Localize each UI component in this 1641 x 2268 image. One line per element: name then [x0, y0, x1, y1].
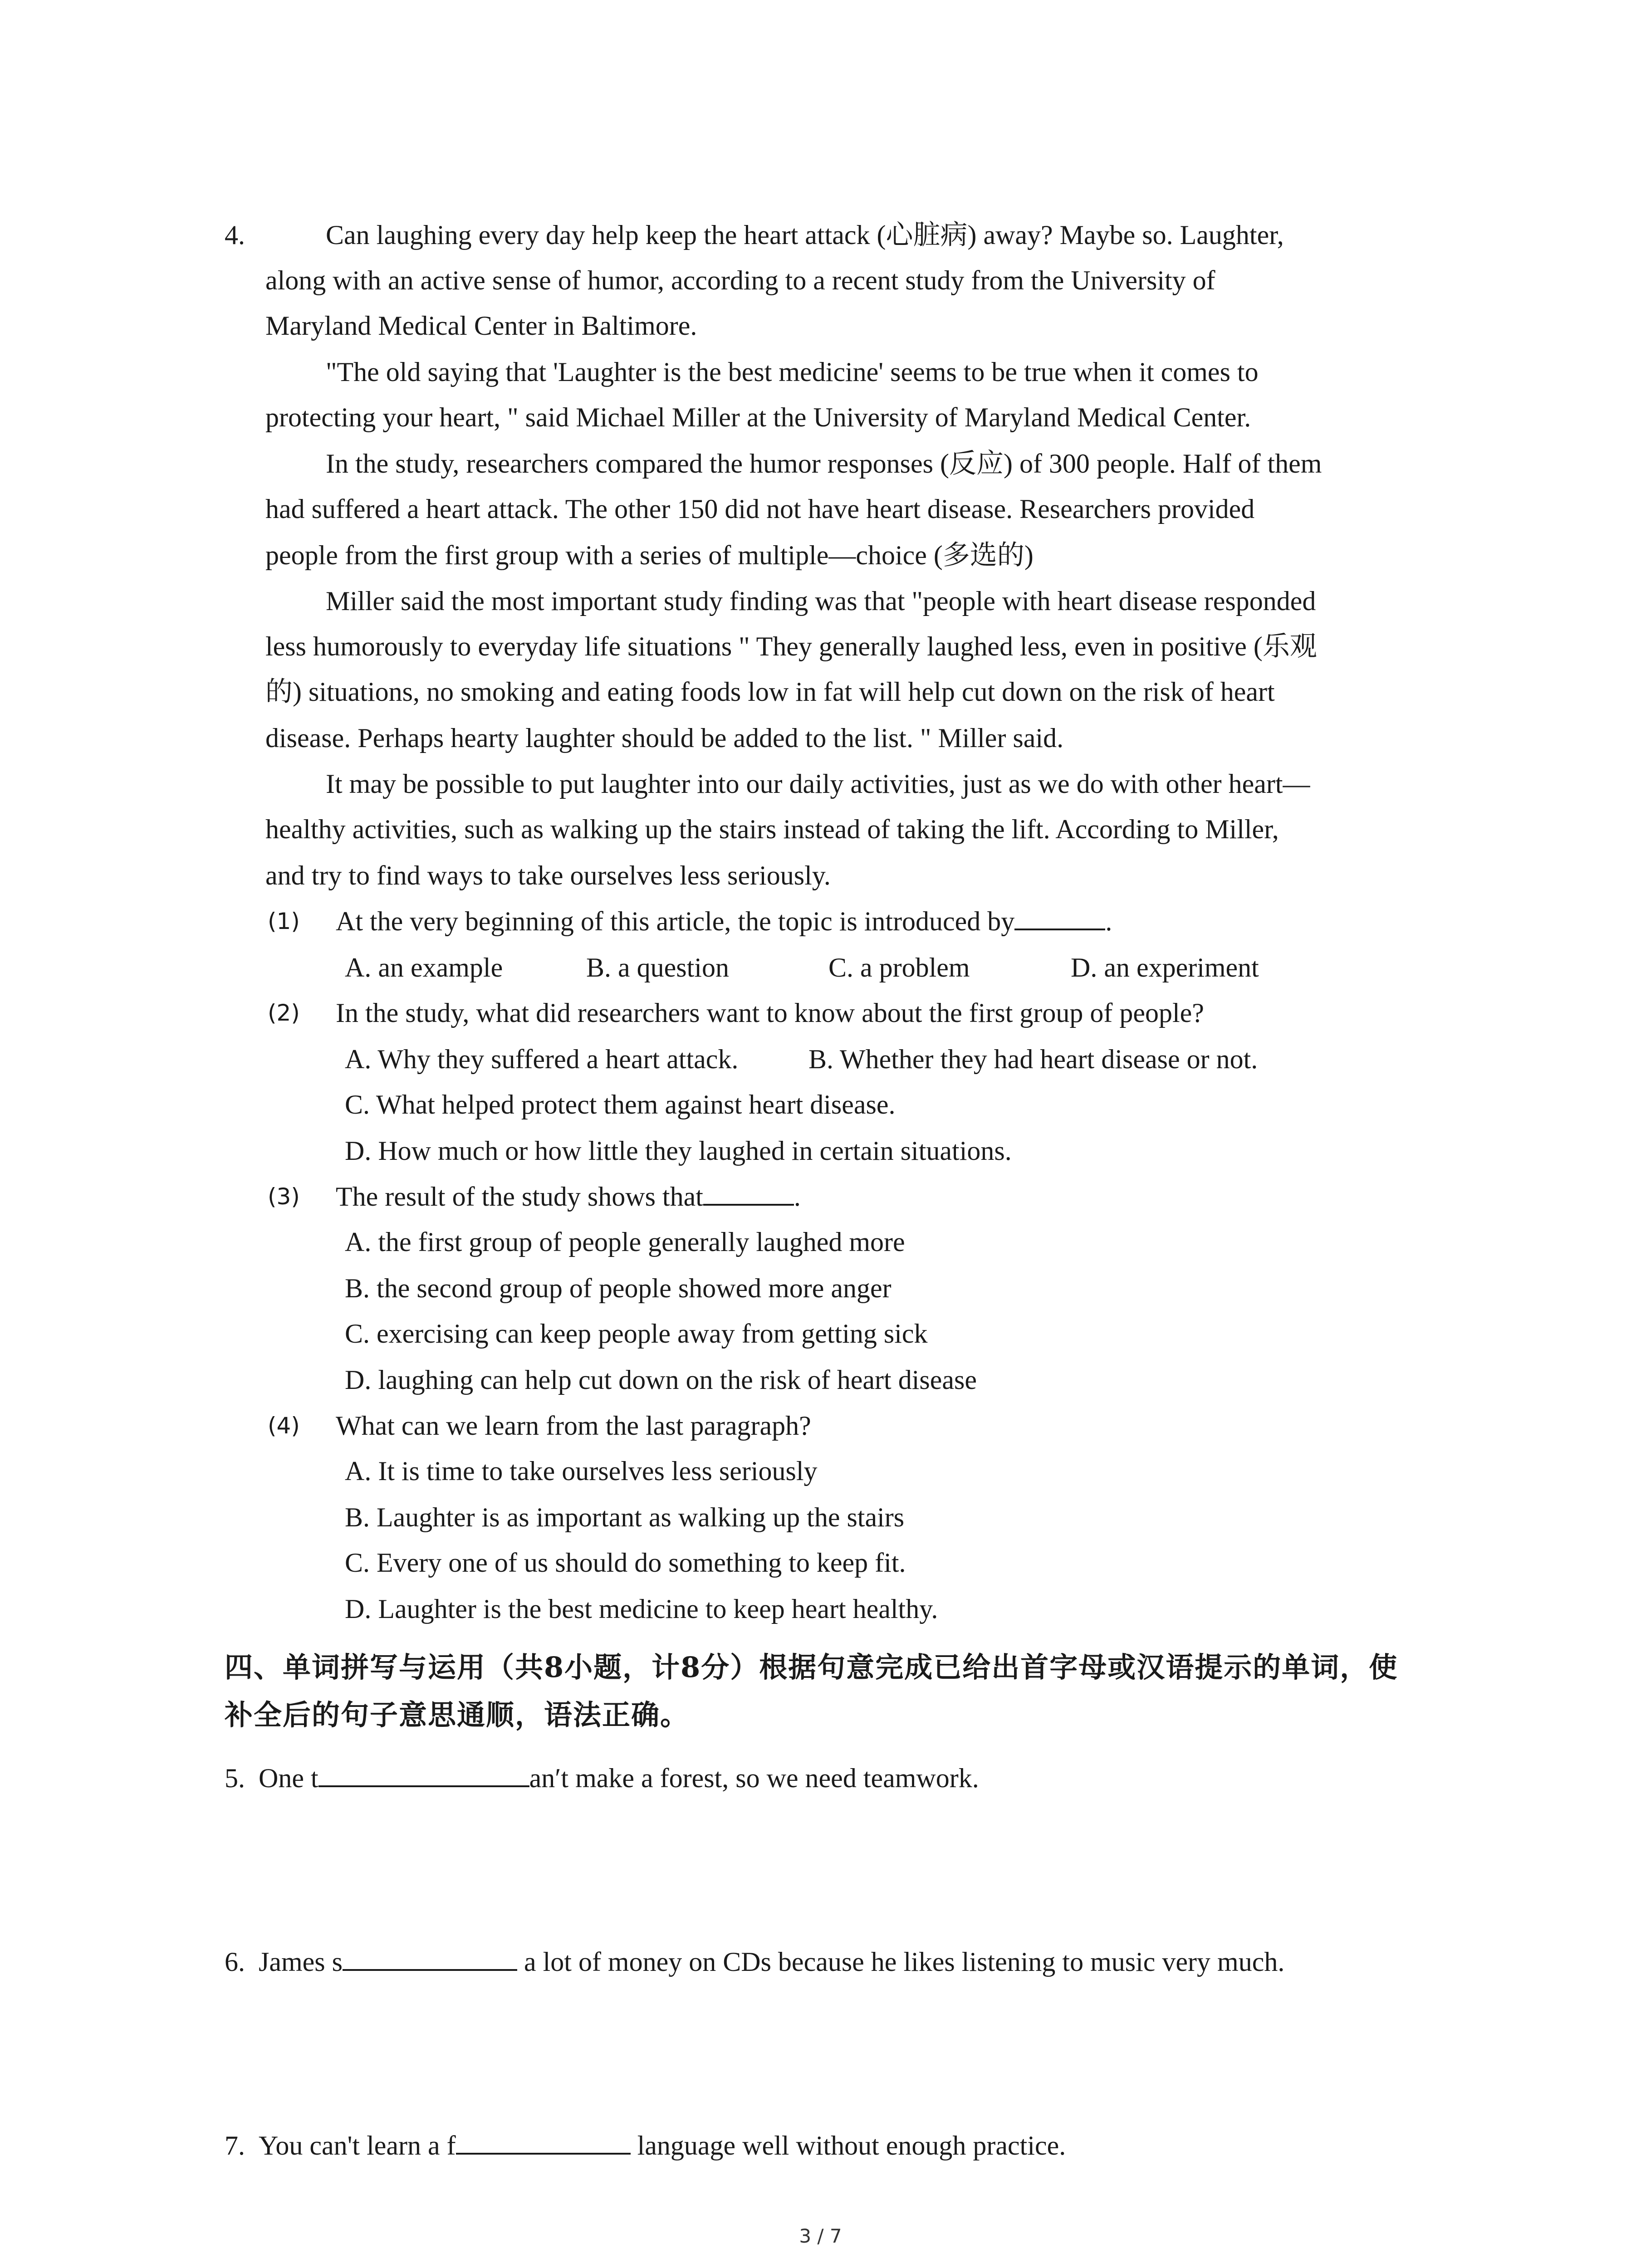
passage-line: disease. Perhaps hearty laughter should be added to the list. " Miller said. [265, 723, 1064, 753]
question-number: (3) [268, 1183, 300, 1210]
fill-item [225, 1946, 1284, 1978]
option[interactable]: C. exercising can keep people away from getting sick [345, 1319, 928, 1349]
section-heading: 补全后的句子意思通顺，语法正确。 [225, 1698, 690, 1731]
question-stem-text: The result of the study shows that [336, 1182, 703, 1212]
passage-line: and try to find ways to take ourselves less seriously. [265, 860, 831, 890]
passage-line: protecting your heart, " said Michael Miller at the University of Maryland Medical Center. [265, 402, 1251, 432]
fill-text: One t [259, 1763, 318, 1793]
passage-line: less humorously to everyday life situations " They generally laughed less, even in positive (乐观 [265, 631, 1317, 661]
option[interactable]: B. a question [586, 953, 729, 982]
option[interactable]: A. the first group of people generally laughed more [345, 1227, 905, 1257]
fill-number: 7. [225, 2131, 245, 2160]
fill-blank[interactable] [343, 1946, 517, 1971]
option[interactable]: B. Laughter is as important as walking up the stairs [345, 1502, 905, 1532]
fill-text: language well without enough practice. [630, 2131, 1066, 2160]
answer-blank[interactable] [703, 1181, 794, 1206]
option[interactable]: D. an experiment [1071, 953, 1259, 982]
option[interactable]: B. Whether they had heart disease or not. [808, 1044, 1258, 1074]
question-stem: In the study, what did researchers want to know about the first group of people? [336, 998, 1204, 1028]
option[interactable]: D. Laughter is the best medicine to keep heart healthy. [345, 1594, 938, 1624]
question-stem [336, 905, 1112, 937]
option[interactable]: C. What helped protect them against heart disease. [345, 1090, 896, 1119]
passage-line: "The old saying that 'Laughter is the best medicine' seems to be true when it comes to [326, 357, 1259, 387]
option[interactable]: D. How much or how little they laughed in certain situations. [345, 1136, 1012, 1166]
option[interactable]: A. Why they suffered a heart attack. [345, 1044, 739, 1074]
question-stem-text: At the very beginning of this article, the topic is introduced by [336, 906, 1015, 936]
fill-blank[interactable] [318, 1763, 529, 1787]
question-stem: What can we learn from the last paragraph? [336, 1411, 811, 1441]
fill-text: You can't learn a f [259, 2131, 456, 2160]
passage-line: had suffered a heart attack. The other 150 did not have heart disease. Researchers provided [265, 494, 1255, 524]
option[interactable]: A. It is time to take ourselves less seriously [345, 1456, 818, 1486]
question-stem-end: . [1105, 906, 1112, 936]
option[interactable]: C. Every one of us should do something to keep fit. [345, 1548, 906, 1578]
passage-line: Miller said the most important study finding was that "people with heart disease responded [326, 586, 1316, 616]
fill-number: 6. [225, 1947, 245, 1977]
question-number: (1) [268, 908, 300, 934]
passage-line: 的) situations, no smoking and eating foods low in fat will help cut down on the risk of heart [265, 677, 1275, 707]
question-stem-end: . [794, 1182, 801, 1212]
fill-blank[interactable] [456, 2130, 631, 2155]
section-heading: 四、单词拼写与运用（共8小题，计8分）根据句意完成已给出首字母或汉语提示的单词，使 [225, 1651, 1398, 1684]
fill-number: 5. [225, 1763, 245, 1793]
page-number: 3 / 7 [799, 2225, 842, 2247]
fill-item [225, 1762, 979, 1794]
fill-text: James s [259, 1947, 343, 1977]
passage-line: healthy activities, such as walking up the stairs instead of taking the lift. According to Miller, [265, 814, 1279, 844]
fill-item [225, 2130, 1066, 2161]
passage-line: along with an active sense of humor, according to a recent study from the University of [265, 265, 1215, 295]
passage-line: Maryland Medical Center in Baltimore. [265, 311, 697, 341]
fill-text: a lot of money on CDs because he likes listening to music very much. [517, 1947, 1285, 1977]
option[interactable]: C. a problem [828, 953, 970, 982]
passage-line: In the study, researchers compared the humor responses (反应) of 300 people. Half of them [326, 449, 1322, 479]
question-number: (4) [268, 1413, 300, 1439]
passage-line: It may be possible to put laughter into our daily activities, just as we do with other heart— [326, 769, 1310, 799]
question-number: (2) [268, 1000, 300, 1026]
answer-blank[interactable] [1014, 906, 1105, 930]
question-stem [336, 1181, 801, 1212]
option[interactable]: D. laughing can help cut down on the risk of heart disease [345, 1365, 977, 1395]
fill-text: an′t make a forest, so we need teamwork. [529, 1763, 979, 1793]
passage-number: 4. [225, 220, 245, 250]
option[interactable]: B. the second group of people showed more anger [345, 1273, 892, 1303]
passage-line: people from the first group with a series of multiple—choice (多选的) [265, 540, 1034, 570]
passage-line: Can laughing every day help keep the heart attack (心脏病) away? Maybe so. Laughter, [326, 220, 1284, 250]
option[interactable]: A. an example [345, 953, 503, 982]
